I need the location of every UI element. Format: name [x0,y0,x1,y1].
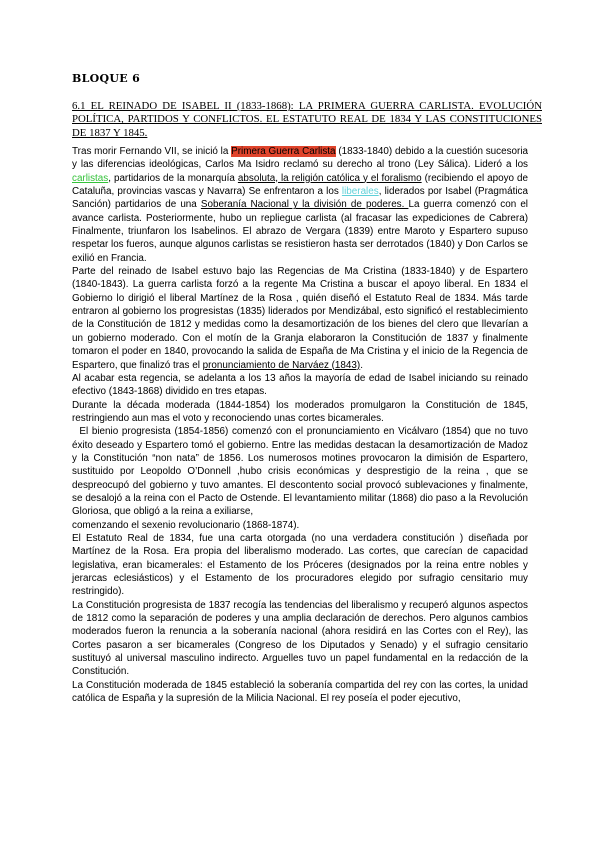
link-carlistas[interactable]: carlistas [72,172,109,184]
paragraph-mayoria-edad: Al acabar esta regencia, se adelanta a los 13 años la mayoría de edad de Isabel iniciando su reinado efectivo (1843-1868) dividido en tres etapas. [72,372,528,398]
paragraph-sexenio: comenzando el sexenio revolucionario (1868-1874). [72,519,300,531]
underline-soberania: Soberanía Nacional y la división de poderes. [200,199,409,211]
underline-absoluta: absoluta, la religión católica y el foralismo [237,172,422,184]
paragraph-constitucion-1837: La Constitución progresista de 1837 recogía las tendencias del liberalismo y recuperó algunos aspectos de 1812 como la separación de poderes y una amplia declaración de derechos. Pero algunos cambios moderados fueron la renuncia a la soberanía nacional (ahora residirá en las Cortes con el Rey), las Cortes pasaron a ser bicamerales (Congreso de los Diputados y Senado) y el sufragio censitario sustituyó al universal masculino indirecto. Arguelles tuvo un papel fundamental en la redacción de la Constitución. [72,599,528,678]
paragraph-constitucion-1845: La Constitución moderada de 1845 estableció la soberanía compartida del rey con las cortes, la unidad católica de España y la supresión de la Milicia Nacional. El rey poseía el poder ejecutivo, [72,679,528,705]
underline-narvaez: pronunciamiento de Narváez (1843) [202,359,361,371]
paragraph-decada-moderada: Durante la década moderada (1844-1854) los moderados promulgaron la Constitución de 1845, restringiendo aun mas el voto y reconociendo unas cortes bicamerales. [72,399,528,424]
paragraph-carlist-war: Tras morir Fernando VII, se inició la Primera Guerra Carlista (1833-1840) debido a la cuestión sucesoria y las diferencias ideológicas, Carlos Ma Isidro reclamó su derecho al trono (Ley Sálica). Lideró a los carlistas, partidarios de la monarquía absoluta, la religión católica y el foralismo (recibiendo el apoyo de Cataluña, provincias vascas y Navarra) Se enfrentaron a los liberales, liderados por Isabel (Pragmática Sanción) partidarios de una Soberanía Nacional y la división de poderes. La guerra comenzó con el avance carlista. Posteriormente, hubo un repliegue carlista (al fracasar las expediciones de Cabrera) Finalmente, triunfaron los Isabelinos. El abrazo de Vergara (1839) entre Maroto y Espartero supuso respetar los fueros, aunque algunos carlistas se resistieron hasta ser derrotados (1840) y Don Carlos se exilió en Francia. [72,146,529,264]
paragraph-bienio-progresista: El bienio progresista (1854-1856) comenzó con el pronunciamiento en Vicálvaro (1854) que no tuvo éxito deseado y Espartero tomó el gobierno. Entre las medidas destacan la desamortización de Madoz y la Constitución “non nata” de 1856. Los numerosos motines provocaron la dimisión de Espartero, sustituido por Leopoldo O’Donnell ,hubo crisis económicas y desprestigio de la reina , que se despreocupó del gobierno y tuvo amantes. El descontento social provocó sublevaciones y finalmente, se desalojó a la reina con el Pacto de Ostende. El levantamiento militar (1868) dio paso a la Revolución Gloriosa, que obligó a la reina a exiliarse, [72,426,531,518]
paragraph-regencias: Parte del reinado de Isabel estuvo bajo las Regencias de Ma Cristina (1833-1840) y de Espartero (1840-1843). La guerra carlista forzó a la regente Ma Cristina a buscar el apoyo liberal. En 1834 el Gobierno lo dirigió el liberal Martínez de la Rosa , quién diseñó el Estatuto Real de 1834. Más tarde entraron al gobierno los progresistas (1835) liderados por Mendizábal, esto significó el restablecimiento de la Constitución de 1812 y medidas como la desamortización de los bienes del clero que llevarían a un gobierno moderado. Con el motín de la Granja elaboraron la Constitución de 1837 y finalmente tomaron el poder en 1840, provocando la salida de España de Ma Cristina y el inicio de la Regencia de Espartero, que finalizó tras el pronunciamiento de Narváez (1843). [72,266,528,371]
bloque-title: BLOQUE 6 [72,72,141,85]
link-liberales[interactable]: liberales [341,186,379,198]
document-body [72,145,531,705]
highlight-primera-guerra-carlista: Primera Guerra Carlista [231,146,336,157]
section-heading: 6.1 EL REINADO DE ISABEL II (1833-1868): LA PRIMERA GUERRA CARLISTA. EVOLUCIÓN POLÍTICA, PARTIDOS Y CONFLICTOS. EL ESTATUTO REAL DE 1834 Y LAS CONSTITUCIONES DE 1837 Y 1845. [72,100,542,139]
paragraph-estatuto-real: El Estatuto Real de 1834, fue una carta otorgada (no una verdadera constitución ) diseñada por Martínez de la Rosa. Era propia del liberalismo moderado. Las cortes, que carecían de capacidad legislativa, eran bicamerales: el Estamento de los Próceres (designados por la reina entre nobles y jerarcas eclesiásticos) y el Estamento de los procuradores elegido por sufragio censitario muy restringido). [72,532,528,598]
